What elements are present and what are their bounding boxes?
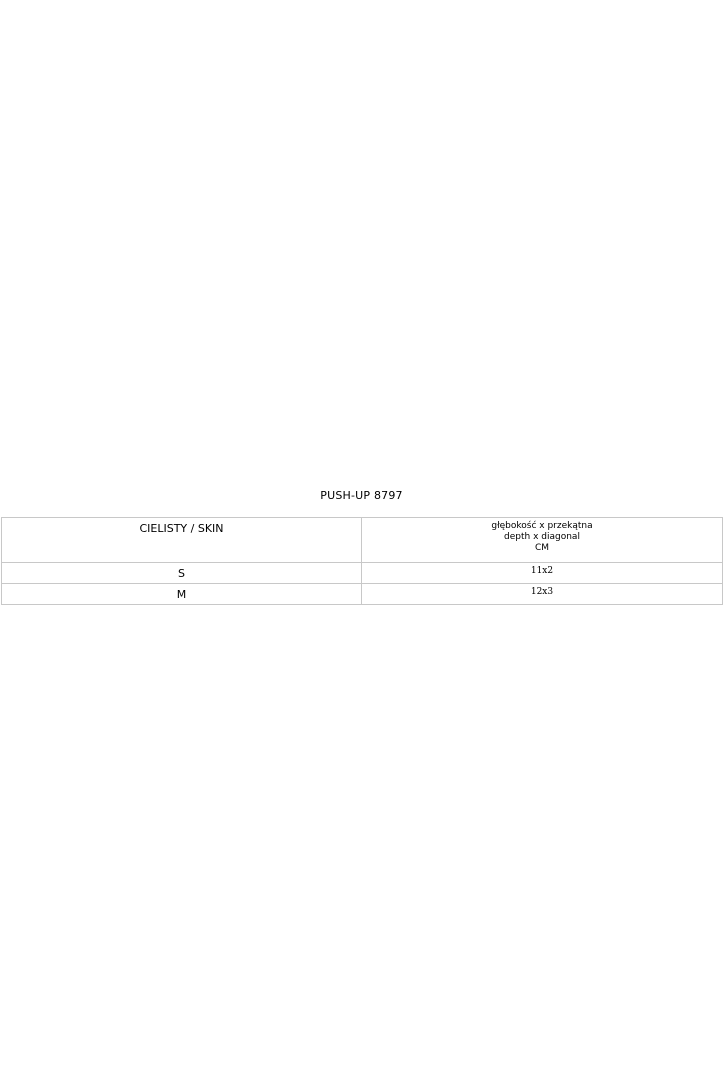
measurement-unit: CM [534, 543, 550, 553]
measurement-header-cell [362, 518, 723, 563]
size-cell: M [2, 584, 362, 605]
size-table [1, 517, 723, 605]
table-row [2, 584, 723, 605]
color-header-cell: CIELISTY / SKIN [2, 518, 362, 563]
value-cell: 12x3 [362, 584, 723, 605]
table-row [2, 563, 723, 584]
measurement-label-polish: głębokość x przekątna [491, 521, 593, 531]
table-header-row [2, 518, 723, 563]
document-title: PUSH-UP 8797 [320, 489, 403, 502]
measurement-label-english: depth x diagonal [504, 532, 580, 542]
value-cell: 11x2 [362, 563, 723, 584]
size-cell: S [2, 563, 362, 584]
